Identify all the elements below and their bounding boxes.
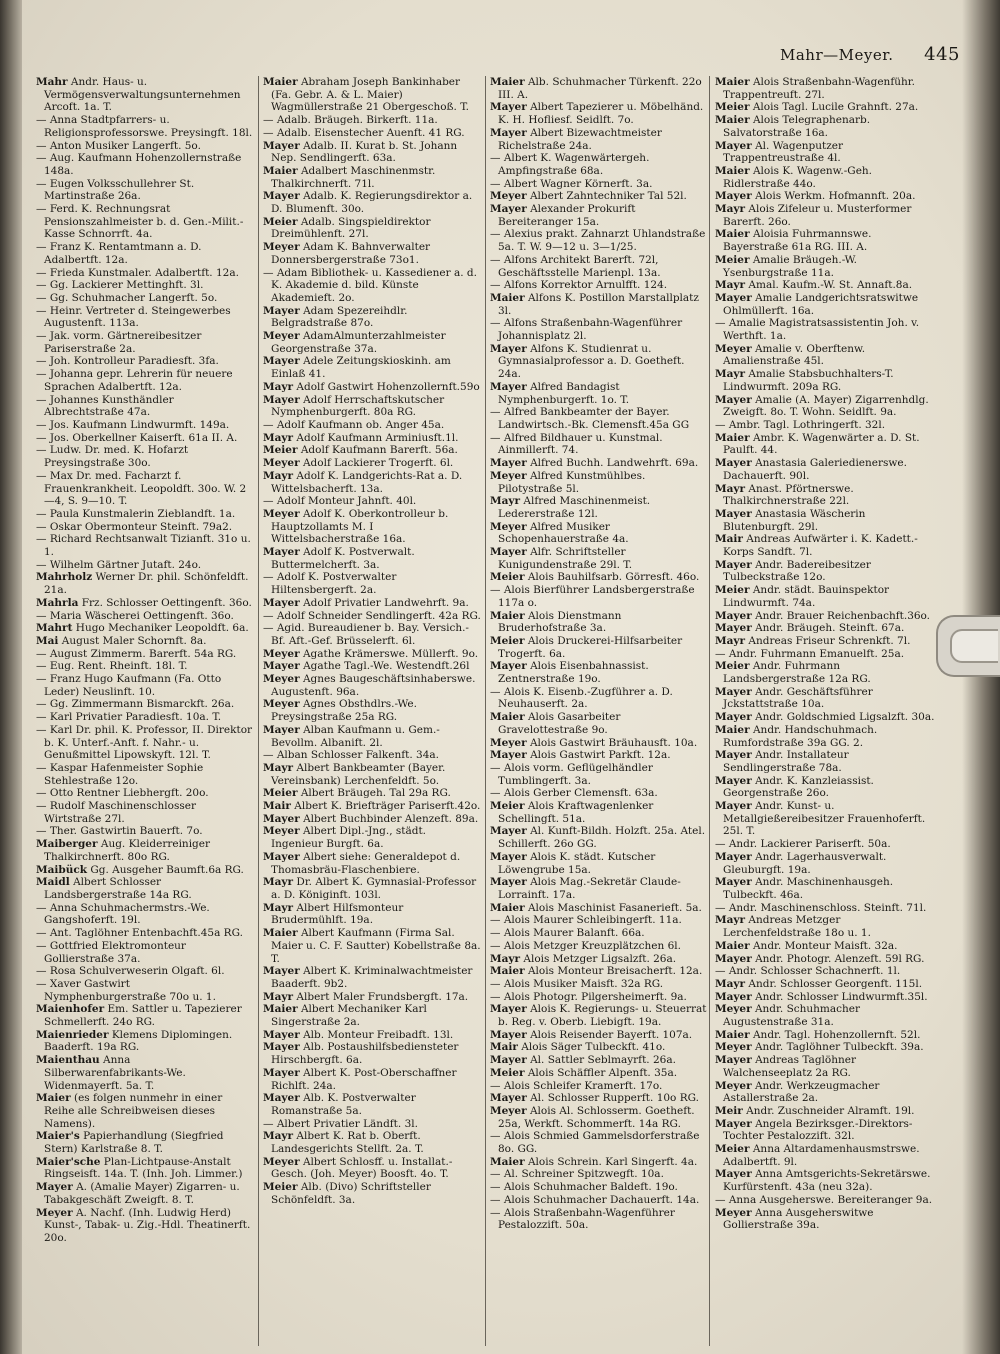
directory-entry: Mayer Alban Kaufmann u. Gem.-Bevollm. Albanift. 2l. bbox=[263, 723, 440, 749]
directory-entry: Mayr Anast. Pförtnerswe. Thalkirchnerstraße 22l. bbox=[715, 482, 854, 508]
page-edge-shadow bbox=[962, 0, 1000, 1354]
directory-entry: — Andr. Maschinenschloss. Steinft. 71l. bbox=[715, 901, 927, 914]
directory-entry: Meier Alois Schäffler Alpenft. 35a. bbox=[490, 1066, 678, 1079]
directory-entry: Maier Aloisia Fuhrmannswe. Bayerstraße 61a RG. III. A. bbox=[715, 228, 872, 254]
directory-entry: Mayer Alois K. Regierungs- u. Steuerrat b. Reg. v. Oberb. Liebigft. 19a. bbox=[490, 1003, 707, 1029]
column-3 bbox=[490, 76, 708, 1346]
directory-entry: Mayer Alois Mag.-Sekretär Claude-Lorrainft. 17a. bbox=[490, 876, 681, 901]
directory-entry: — Adolf K. Postverwalter Hiltensbergerft. 2a. bbox=[263, 571, 397, 597]
directory-entry: Mayr Albert K. Rat b. Oberft. Landesgerichts Stellft. 2a. T. bbox=[263, 1130, 424, 1156]
directory-entry: Maier'sche Plan-Lichtpause-Anstalt Ringseisft. 14a. T. (Inh. Joh. Limmer.) bbox=[36, 1155, 243, 1181]
directory-entry: — Kaspar Hafenmeister Sophie Stehlestraße 12o. bbox=[36, 761, 204, 787]
directory-entry: Meyer Alfred Musiker Schopenhauerstraße 4a. bbox=[490, 520, 629, 546]
directory-entry: Meyer A. Nachf. (Inh. Ludwig Herd) Kunst-, Tabak- u. Zig.-Hdl. Theatinerft. 20o. bbox=[36, 1206, 251, 1244]
directory-entry: Mayer Andreas Taglöhner Walchenseeplatz 2a RG. bbox=[715, 1054, 856, 1079]
directory-entry: — Johanna gepr. Lehrerin für neuere Sprachen Adalbertft. 12a. bbox=[36, 368, 233, 393]
directory-entry: — Alfons Korrektor Arnulfft. 124. bbox=[490, 279, 668, 292]
directory-entry: Mayer Albert K. Kriminalwachtmeister Baaderft. 9b2. bbox=[263, 965, 473, 990]
directory-entry: Meyer Adolf K. Oberkontrolleur b. Hauptzollamts M. I Wittelsbacherstraße 16a. bbox=[263, 507, 449, 546]
directory-entry: Mayer Al. Sattler Seblmayrft. 26a. bbox=[490, 1054, 676, 1067]
directory-entry: Meier Alois Druckerei-Hilfsarbeiter Trogerft. 6a. bbox=[490, 634, 683, 660]
directory-entry: Mayer Andr. Geschäftsführer Jckstattstraße 10a. bbox=[715, 685, 873, 711]
directory-entry: Maier Alois Monteur Breisacherft. 12a. bbox=[490, 965, 703, 978]
directory-entry: Mayr Adolf Kaufmann Arminiusft.1l. bbox=[263, 431, 459, 444]
column-rule bbox=[709, 76, 710, 1346]
directory-entry: Mayer Andr. Maschinenhausgeh. Tulbeckft. 46a. bbox=[715, 876, 894, 901]
directory-entry: Mayer Alexander Prokurift Bereiteranger 15a. bbox=[490, 203, 636, 228]
directory-entry: — Andr. Schlosser Schachnerft. 1l. bbox=[715, 965, 901, 978]
directory-entry: Mayer Alfred Bandagist Nymphenburgerft. 1o. T. bbox=[490, 380, 630, 406]
column-1 bbox=[36, 76, 254, 1346]
directory-entry: Meyer Andr. Werkzeugmacher Astallerstraße 2a. bbox=[715, 1079, 880, 1105]
directory-entry: Mayer Alois Eisenbahnassist. Zentnerstraße 19o. bbox=[490, 660, 649, 686]
directory-entry: Mayer Al. Schlosser Rupperft. 10o RG. bbox=[490, 1092, 699, 1105]
directory-entry: Mair Alois Säger Tulbeckft. 41o. bbox=[490, 1041, 666, 1054]
directory-entry: Maier Alois Maschinist Fasanerieft. 5a. bbox=[490, 901, 702, 914]
directory-entry: — Albert Wagner Körnerft. 3a. bbox=[490, 177, 653, 190]
directory-entry: Mayer Adele Zeitungskioskinh. am Einlaß 41. bbox=[263, 355, 451, 381]
directory-entry: Maier Albert Kaufmann (Firma Sal. Maier u. C. F. Sautter) Kobellstraße 8a. T. bbox=[263, 927, 481, 965]
directory-entry: Meyer Agnes Obsthdlrs.-We. Preysingstraße 25a RG. bbox=[263, 698, 417, 724]
directory-entry: — Amalie Magistratsassistentin Joh. v. Werthft. 1a. bbox=[715, 317, 920, 343]
directory-entry: — Gg. Zimmermann Bismarckft. 26a. bbox=[36, 698, 235, 711]
directory-entry: Mayer Alois Reisender Bayerft. 107a. bbox=[490, 1028, 693, 1041]
directory-entry: Meyer Agathe Krämerswe. Müllerft. 9o. bbox=[263, 647, 479, 660]
directory-entry: — Jak. vorm. Gärtnereibesitzer Pariserstraße 2a. bbox=[36, 330, 202, 355]
directory-entry: Meir Andr. Zuschneider Alramft. 19l. bbox=[715, 1104, 915, 1117]
directory-entry: Mayr Amal. Kaufm.-W. St. Annaft.8a. bbox=[715, 279, 913, 292]
directory-entry: Mayer Anna Amtsgerichts-Sekretärswe. Kurfürstenft. 43a (neu 32a). bbox=[715, 1168, 931, 1194]
directory-entry: Mai August Maler Schornft. 8a. bbox=[36, 634, 207, 647]
directory-entry: Maier Albert Mechaniker Karl Singerstraße 2a. bbox=[263, 1003, 427, 1029]
directory-entry: — Xaver Gastwirt Nymphenburgerstraße 70o u. 1. bbox=[36, 977, 216, 1003]
directory-entry: Maier Andr. Tagl. Hohenzollernft. 52l. bbox=[715, 1028, 921, 1041]
directory-entry: Mayer Adolf K. Postverwalt. Buttermelcherft. 3a. bbox=[263, 546, 415, 571]
directory-entry: Mayr Alfred Maschinenmeist. Ledererstraße 12l. bbox=[490, 495, 651, 520]
directory-entry: — Adalb. Bräugeh. Birkerft. 11a. bbox=[263, 114, 438, 127]
directory-entry: Maier Alfons K. Postillon Marstallplatz 3l. bbox=[490, 291, 699, 317]
directory-entry: Meier Anna Altardamenhausmstrswe. Adalbertft. 9l. bbox=[715, 1143, 920, 1168]
directory-entry: Mayr Adolf Gastwirt Hohenzollernft.59o bbox=[263, 380, 480, 393]
directory-entry: — Aug. Kaufmann Hohenzollernstraße 148a. bbox=[36, 152, 242, 177]
directory-entry: — Rudolf Maschinenschlosser Wirtstraße 27l. bbox=[36, 800, 196, 825]
directory-entry: — Alois Schleifer Kramerft. 17o. bbox=[490, 1079, 663, 1092]
directory-entry: Maier Ambr. K. Wagenwärter a. D. St. Paulft. 44. bbox=[715, 431, 920, 457]
directory-entry: — Alois Bierführer Landsbergerstraße 117a o. bbox=[490, 584, 695, 609]
directory-entry: Meier Amalie Bräugeh.-W. Ysenburgstraße 11a. bbox=[715, 253, 857, 279]
directory-entry: Meyer Albert Zahntechniker Tal 52l. bbox=[490, 190, 687, 203]
directory-entry: — Eug. Rent. Rheinft. 18l. T. bbox=[36, 660, 188, 673]
directory-entry: Mayer Andr. Goldschmied Ligsalzft. 30a. bbox=[715, 711, 935, 724]
directory-entry: Mayer Andr. Bräugeh. Steinft. 67a. bbox=[715, 622, 905, 635]
directory-entry: — Johannes Kunsthändler Albrechtstraße 47a. bbox=[36, 393, 174, 419]
book-binding-shadow bbox=[0, 0, 22, 1354]
directory-entry: Mahrt Hugo Mechaniker Leopoldft. 6a. bbox=[36, 622, 249, 635]
directory-entry: Mayer Andr. Schlosser Lindwurmft.35l. bbox=[715, 990, 928, 1003]
directory-entry: — Ther. Gastwirtin Bauerft. 7o. bbox=[36, 825, 203, 838]
directory-entry: — Alfons Straßenbahn-Wagenführer Johannisplatz 2l. bbox=[490, 317, 683, 343]
directory-entry: — Alois Schuhmacher Baldeft. 19o. bbox=[490, 1181, 678, 1194]
directory-entry: Mayer Adolf Privatier Landwehrft. 9a. bbox=[263, 596, 469, 609]
directory-entry: Mahrla Frz. Schlosser Oettingenft. 36o. bbox=[36, 596, 252, 609]
directory-entry: Maidl Albert Schlosser Landsbergerstraße 14a RG. bbox=[36, 876, 192, 901]
directory-entry: Meyer Anna Ausgeherswitwe Gollierstraße 39a. bbox=[715, 1206, 874, 1232]
directory-entry: — Alban Schlosser Falkenft. 34a. bbox=[263, 749, 439, 762]
directory-entry: — Karl Dr. phil. K. Professor, II. Direktor b. K. Unterf.-Anft. f. Nahr.- u. Genußmittel Lipowskyft. 12l. T. bbox=[36, 723, 253, 762]
directory-entry: Maienhofer Em. Sattler u. Tapezierer Schmellerft. 24o RG. bbox=[36, 1003, 242, 1029]
directory-entry: Mayer Anastasia Wäscherin Blutenburgft. 29l. bbox=[715, 507, 866, 533]
directory-entry: Mayer Alb. K. Postverwalter Romanstraße 5a. bbox=[263, 1092, 416, 1117]
directory-entry: — August Zimmerm. Barerft. 54a RG. bbox=[36, 647, 237, 660]
directory-entry: Meier Alois Tagl. Lucile Grahnft. 27a. bbox=[715, 101, 919, 114]
directory-entry: Mayr Dr. Albert K. Gymnasial-Professor a. D. Königinft. 103l. bbox=[263, 876, 477, 901]
directory-entry: Mayr Albert Maler Frundsbergft. 17a. bbox=[263, 990, 469, 1003]
directory-entry: — Karl Privatier Paradiesft. 10a. T. bbox=[36, 711, 222, 724]
directory-entry: Mayer Albert siehe: Generaldepot d. Thomasbräu-Flaschenbiere. bbox=[263, 850, 461, 876]
directory-entry: — Anna Stadtpfarrers- u. Religionsprofessorswe. Preysingft. 18l. bbox=[36, 114, 253, 139]
directory-entry: — Max Dr. med. Facharzt f. Frauenkrankheit. Leopoldft. 30o. W. 2—4, S. 9—10. T. bbox=[36, 469, 247, 508]
directory-entry: — Alois Gerber Clemensft. 63a. bbox=[490, 787, 658, 800]
directory-entry: Mayer Anastasia Galeriedienerswe. Dachauerft. 90l. bbox=[715, 457, 907, 482]
directory-entry: Meier Alois Bauhilfsarb. Görresft. 46o. bbox=[490, 571, 700, 584]
directory-entry: Maier Alois Gasarbeiter Gravelottestraße 9o. bbox=[490, 711, 621, 736]
directory-entry: Mayer Albert Tapezierer u. Möbelhänd. K. H. Hofliesf. Seidlft. 7o. bbox=[490, 101, 704, 127]
directory-entry: — Alexius prakt. Zahnarzt Uhlandstraße 5a. T. W. 9—12 u. 3—1/25. bbox=[490, 228, 706, 254]
column-4 bbox=[715, 76, 940, 1346]
directory-entry: Maier Alois K. Wagenw.-Geh. Ridlerstraße 44o. bbox=[715, 164, 873, 190]
directory-entry: — Alois K. Eisenb.-Zugführer a. D. Neuhauserft. 2a. bbox=[490, 685, 673, 711]
directory-entry: — Eugen Volksschullehrer St. Martinstraße 26a. bbox=[36, 177, 195, 203]
directory-entry: Meier Alois Kraftwagenlenker Schellingft. 51a. bbox=[490, 800, 654, 825]
directory-entry: — Albert K. Wagenwärtergeh. Ampfingstraße 68a. bbox=[490, 152, 650, 177]
directory-entry: — Ludw. Dr. med. K. Hofarzt Preysingstraße 30o. bbox=[36, 444, 189, 470]
directory-entry: — Alfons Architekt Barerft. 72l, Geschäftsstelle Marienpl. 13a. bbox=[490, 253, 661, 279]
directory-entry: — Alois Schmied Gammelsdorferstraße 8o. GG. bbox=[490, 1130, 700, 1156]
directory-entry: Maier Abraham Joseph Bankinhaber (Fa. Gebr. A. & L. Maier) Wagmüllerstraße 21 Obergeschoß. T. bbox=[263, 76, 470, 114]
directory-entry: Maier Adalbert Maschinenmstr. Thalkirchnerft. 71l. bbox=[263, 164, 436, 190]
directory-entry: Mayr Amalie Stabsbuchhalters-T. Lindwurmft. 209a RG. bbox=[715, 368, 894, 393]
directory-entry: — Anton Musiker Langerft. 5o. bbox=[36, 139, 201, 152]
directory-entry: Mayer Andr. K. Kanzleiassist. Georgenstraße 26o. bbox=[715, 774, 874, 800]
directory-entry: — Ant. Taglöhner Entenbachft.45a RG. bbox=[36, 927, 243, 940]
directory-entry: Mayr Albert Hilfsmonteur Brudermühlft. 19a. bbox=[263, 901, 404, 927]
directory-entry: — Alois Schuhmacher Dachauerft. 14a. bbox=[490, 1193, 700, 1206]
directory-entry: Mayer Andr. Photogr. Alenzeft. 59l RG. bbox=[715, 952, 925, 965]
directory-entry: — Al. Schreiner Spitzwegft. 10a. bbox=[490, 1168, 664, 1181]
directory-entry: Mayer Alb. Monteur Freibadft. 13l. bbox=[263, 1028, 454, 1041]
directory-entry: — Otto Rentner Liebhergft. 20o. bbox=[36, 787, 209, 800]
directory-entry: Meyer Adolf Lackierer Trogerft. 6l. bbox=[263, 457, 454, 470]
directory-entry: Mayer Adalb. K. Regierungsdirektor a. D. Blumenft. 30o. bbox=[263, 190, 473, 216]
directory-entry: Mayer Alois Gastwirt Parkft. 12a. bbox=[490, 749, 671, 762]
directory-entry: Meier Andr. städt. Bauinspektor Lindwurmft. 74a. bbox=[715, 584, 890, 609]
directory-entry: Mayer Andr. Brauer Reichenbachft.36o. bbox=[715, 609, 931, 622]
directory-entry: Maier Alois Schrein. Karl Singerft. 4a. bbox=[490, 1155, 698, 1168]
directory-entry: Maier (es folgen nunmehr in einer Reihe alle Schreibweisen dieses Namens). bbox=[36, 1092, 223, 1130]
directory-entry: — Jos. Oberkellner Kaiserft. 61a II. A. bbox=[36, 431, 238, 444]
directory-entry: — Anna Schuhmachermstrs.-We. Gangshoferft. 19l. bbox=[36, 901, 210, 927]
directory-entry: Mayer Albert Buchbinder Alenzeft. 89a. bbox=[263, 812, 479, 825]
directory-entry: — Andr. Fuhrmann Emanuelft. 25a. bbox=[715, 647, 905, 660]
directory-entry: Meyer Agnes Baugeschäftsinhaberswe. Augustenft. 96a. bbox=[263, 673, 476, 698]
directory-entry: — Anna Ausgeherswe. Bereiteranger 9a. bbox=[715, 1193, 933, 1206]
directory-entry: Maienthau Anna Silberwarenfabrikants-We. Widenmayerft. 5a. T. bbox=[36, 1054, 186, 1092]
directory-entry: Maier Alb. Schuhmacher Türkenft. 22o III. A. bbox=[490, 76, 702, 101]
directory-entry: Mayer Alfr. Schriftsteller Kunigundenstraße 29l. T. bbox=[490, 546, 633, 571]
directory-entry: Meier Alb. (Divo) Schriftsteller Schönfeldft. 3a. bbox=[263, 1181, 431, 1206]
directory-entry: Mayer Andr. Badereibesitzer Tulbeckstraße 12o. bbox=[715, 558, 871, 584]
directory-entry: Mayer Adam Spezereihdlr. Belgradstraße 87o. bbox=[263, 304, 408, 330]
directory-entry: Mayer Amalie Landgerichtsratswitwe Ohlmüllerft. 16a. bbox=[715, 291, 919, 317]
directory-entry: Meyer Alois Gastwirt Bräuhausft. 10a. bbox=[490, 736, 698, 749]
directory-entry: Maier's Papierhandlung (Siegfried Stern) Karlstraße 8. T. bbox=[36, 1130, 224, 1156]
directory-entry: Mayer Al. Wagenputzer Trappentreustraße 4l. bbox=[715, 139, 844, 165]
directory-entry: — Alois Musiker Maisft. 32a RG. bbox=[490, 977, 664, 990]
directory-entry: Mayer Andr. Lagerhausverwalt. Gleuburgft. 19a. bbox=[715, 850, 887, 876]
column-rule bbox=[258, 76, 259, 1346]
directory-entry: Meyer Andr. Schuhmacher Augustenstraße 31a. bbox=[715, 1003, 861, 1029]
directory-entry: Mayr Andr. Schlosser Georgenft. 115l. bbox=[715, 977, 923, 990]
directory-entry: Mayer Andr. Kunst- u. Metallgießereibesitzer Frauenhoferft. 25l. T. bbox=[715, 800, 926, 838]
directory-entry: — Alfred Bankbeamter der Bayer. Landwirtsch.-Bk. Clemensft.45a GG bbox=[490, 406, 690, 431]
directory-entry: — Alfred Bildhauer u. Kunstmal. Ainmillerft. 74. bbox=[490, 431, 663, 457]
directory-entry: Meier Andr. Fuhrmann Landsbergerstraße 12a RG. bbox=[715, 660, 871, 686]
directory-entry: Meier Adolf Kaufmann Barerft. 56a. bbox=[263, 444, 458, 457]
directory-entry: — Gg. Schuhmacher Langerft. 5o. bbox=[36, 291, 218, 304]
directory-entry: Maibück Gg. Ausgeher Baumft.6a RG. bbox=[36, 863, 244, 876]
directory-entry: — Richard Rechtsanwalt Tizianft. 31o u. 1. bbox=[36, 533, 251, 559]
directory-entry: — Joh. Kontrolleur Paradiesft. 3fa. bbox=[36, 355, 219, 368]
directory-entry: Maier Andr. Handschuhmach. Rumfordstraße 39a GG. 2. bbox=[715, 723, 878, 749]
directory-entry: Mayer Albert Bizewachtmeister Richelstraße 24a. bbox=[490, 126, 662, 152]
directory-entry: Meyer Adam K. Bahnverwalter Donnersbergerstraße 73o1. bbox=[263, 241, 431, 266]
directory-entry: Mayer Agathe Tagl.-We. Westendft.26l bbox=[263, 660, 470, 673]
directory-entry: — Alois vorm. Geflügelhändler Tumblingerft. 3a. bbox=[490, 761, 653, 787]
directory-entry: Meyer Alois Al. Schlosserm. Goetheft. 25a, Werkft. Schommerft. 14a RG. bbox=[490, 1104, 695, 1130]
directory-entry: — Heinr. Vertreter d. Steingewerbes Augustenft. 113a. bbox=[36, 304, 231, 330]
directory-entry: Maienrieder Klemens Diplomingen. Baaderft. 19a RG. bbox=[36, 1028, 233, 1054]
directory-entry: — Alois Photogr. Pilgersheimerft. 9a. bbox=[490, 990, 687, 1003]
index-tab bbox=[936, 615, 1000, 677]
directory-entry: Mayer Alois Werkm. Hofmannft. 20a. bbox=[715, 190, 916, 203]
directory-entry: — Agid. Bureaudiener b. Bay. Versich.-Bf. Aft.-Gef. Brüsselerft. 6l. bbox=[263, 622, 469, 647]
directory-entry: — Ferd. K. Rechnungsrat Pensionszahlmeister b. d. Gen.-Milit.-Kasse Schnorrft. 4a. bbox=[36, 203, 244, 241]
directory-entry: — Franz K. Rentamtmann a. D. Adalbertft. 12a. bbox=[36, 241, 202, 266]
directory-entry: — Adam Bibliothek- u. Kassediener a. d. K. Akademie d. bild. Künste Akademieft. 2o. bbox=[263, 266, 477, 304]
directory-entry: Maier Alois Dienstmann Bruderhofstraße 3a. bbox=[490, 609, 622, 635]
directory-entry: Mayer Andr. Installateur Sendlingerstraße 78a. bbox=[715, 749, 849, 774]
directory-entry: — Albert Privatier Ländft. 3l. bbox=[263, 1117, 418, 1130]
column-rule bbox=[485, 76, 486, 1346]
directory-entry: Mayer Alfons K. Studienrat u. Gymnasialprofessor a. D. Goetheft. 24a. bbox=[490, 342, 685, 381]
index-tab-inner bbox=[950, 629, 998, 663]
directory-entry: — Adolf Monteur Jahnft. 40l. bbox=[263, 495, 417, 508]
directory-entry: Mair Andreas Aufwärter i. K. Kadett.-Korps Sandft. 7l. bbox=[715, 533, 918, 559]
directory-entry: Mayer Adolf Herrschaftskutscher Nymphenburgerft. 80a RG. bbox=[263, 393, 445, 419]
directory-entry: Mahr Andr. Haus- u. Vermögensverwaltungsunternehmen Arcoft. 1a. T. bbox=[36, 76, 241, 114]
page-header bbox=[780, 44, 960, 68]
directory-entry: — Rosa Schulverweserin Olgaft. 6l. bbox=[36, 965, 225, 978]
directory-entry: — Alois Maurer Balanft. 66a. bbox=[490, 927, 645, 940]
directory-entry: Mayer Angela Bezirksger.-Direktors-Tochter Pestalozzift. 32l. bbox=[715, 1117, 913, 1143]
directory-entry: Meyer Albert Dipl.-Jng., städt. Ingenieur Burgft. 6a. bbox=[263, 825, 427, 851]
directory-entry: — Paula Kunstmalerin Zieblandft. 1a. bbox=[36, 507, 236, 520]
directory-entry: Mayr Albert Bankbeamter (Bayer. Vereinsbank) Lerchenfeldft. 5o. bbox=[263, 761, 446, 787]
directory-entry: — Gottfried Elektromonteur Gollierstraße 37a. bbox=[36, 939, 186, 965]
directory-entry: — Adalb. Eisenstecher Auenft. 41 RG. bbox=[263, 126, 465, 139]
directory-entry: Meyer Andr. Taglöhner Tulbeckft. 39a. bbox=[715, 1041, 924, 1054]
directory-entry: Meier Albert Bräugeh. Tal 29a RG. bbox=[263, 787, 451, 800]
directory-entry: Mahrholz Werner Dr. phil. Schönfeldft. 21a. bbox=[36, 571, 249, 597]
column-2 bbox=[263, 76, 481, 1346]
directory-entry: — Adolf Schneider Sendlingerft. 42a RG. bbox=[263, 609, 481, 622]
directory-entry: Mayr Adolf K. Landgerichts-Rat a. D. Wittelsbacherft. 13a. bbox=[263, 469, 463, 495]
directory-entry: Mayer Albert K. Post-Oberschaffner Richlft. 24a. bbox=[263, 1066, 457, 1092]
directory-entry: Maier Alois Straßenbahn-Wagenführ. Trappentreuft. 27l. bbox=[715, 76, 915, 101]
directory-entry: Mayer Adalb. II. Kurat b. St. Johann Nep. Sendlingerft. 63a. bbox=[263, 139, 458, 165]
directory-entry: Mayer Alfred Buchh. Landwehrft. 69a. bbox=[490, 457, 699, 470]
directory-entry: Mayer Al. Kunft-Bildh. Holzft. 25a. Atel. Schillerft. 26o GG. bbox=[490, 825, 706, 851]
directory-entry: — Alois Straßenbahn-Wagenführer Pestalozzift. 50a. bbox=[490, 1206, 675, 1232]
directory-entry: Mayer Alois K. städt. Kutscher Löwengrube 15a. bbox=[490, 850, 656, 876]
directory-entry: — Wilhelm Gärtner Jutaft. 24o. bbox=[36, 558, 202, 571]
directory-entry: Mayer Alb. Postaushilfsbediensteter Hirschbergft. 6a. bbox=[263, 1041, 459, 1067]
directory-entry: — Alois Maurer Schleibingerft. 11a. bbox=[490, 914, 682, 927]
directory-entry: Mayr Alois Zifeleur u. Musterformer Barerft. 26o. bbox=[715, 203, 912, 228]
directory-entry: — Maria Wäscherei Oettingenft. 36o. bbox=[36, 609, 234, 622]
directory-entry: — Adolf Kaufmann ob. Anger 45a. bbox=[263, 418, 445, 431]
directory-entry: Mayr Andreas Metzger Lerchenfeldstraße 18o u. 1. bbox=[715, 914, 871, 940]
directory-entry: — Gg. Lackierer Mettinghft. 3l. bbox=[36, 279, 204, 292]
directory-entry: — Franz Hugo Kaufmann (Fa. Otto Leder) Neuslinft. 10. bbox=[36, 673, 222, 698]
directory-entry: — Jos. Kaufmann Lindwurmft. 149a. bbox=[36, 418, 230, 431]
directory-entry: Maiberger Aug. Kleiderreiniger Thalkirchnerft. 80o RG. bbox=[36, 838, 211, 863]
directory-entry: Mayr Alois Metzger Ligsalzft. 26a. bbox=[490, 952, 677, 965]
directory-entry: — Oskar Obermonteur Steinft. 79a2. bbox=[36, 520, 233, 533]
name-range: Mahr—Meyer. bbox=[780, 46, 894, 64]
directory-entry: Meyer Albert Schlosff. u. Installat.-Gesch. (Joh. Meyer) Boosft. 4o. T. bbox=[263, 1155, 453, 1181]
directory-entry: — Ambr. Tagl. Lothringerft. 32l. bbox=[715, 418, 886, 431]
directory-entry: Meyer Alfred Kunstmühlbes. Pilotystraße 5l. bbox=[490, 469, 646, 495]
directory-entry: Mair Albert K. Briefträger Pariserft.42o. bbox=[263, 800, 481, 813]
directory-entry: Mayer A. (Amalie Mayer) Zigarren- u. Tabakgeschäft Zweigft. 8. T. bbox=[36, 1181, 240, 1206]
directory-entry: Meyer Amalie v. Oberftenw. Amalienstraße 45l. bbox=[715, 342, 866, 368]
directory-entry: Maier Andr. Monteur Maisft. 32a. bbox=[715, 939, 898, 952]
directory-entry: Mayr Andreas Friseur Schrenkft. 7l. bbox=[715, 634, 911, 647]
directory-entry: — Andr. Lackierer Pariserft. 50a. bbox=[715, 838, 891, 851]
directory-entry: — Alois Metzger Kreuzplätzchen 6l. bbox=[490, 939, 681, 952]
directory-entry: Mayer Amalie (A. Mayer) Zigarrenhdlg. Zweigft. 8o. T. Wohn. Seidlft. 9a. bbox=[715, 393, 929, 419]
directory-entry: Maier Alois Telegraphenarb. Salvatorstraße 16a. bbox=[715, 114, 871, 139]
directory-entry: — Frieda Kunstmaler. Adalbertft. 12a. bbox=[36, 266, 239, 279]
page-number: 445 bbox=[924, 44, 960, 65]
directory-entry: Meier Adalb. Singspieldirektor Dreimühlenft. 27l. bbox=[263, 215, 431, 241]
directory-entry: Meyer AdamAlmunterzahlmeister Georgenstraße 37a. bbox=[263, 330, 446, 355]
